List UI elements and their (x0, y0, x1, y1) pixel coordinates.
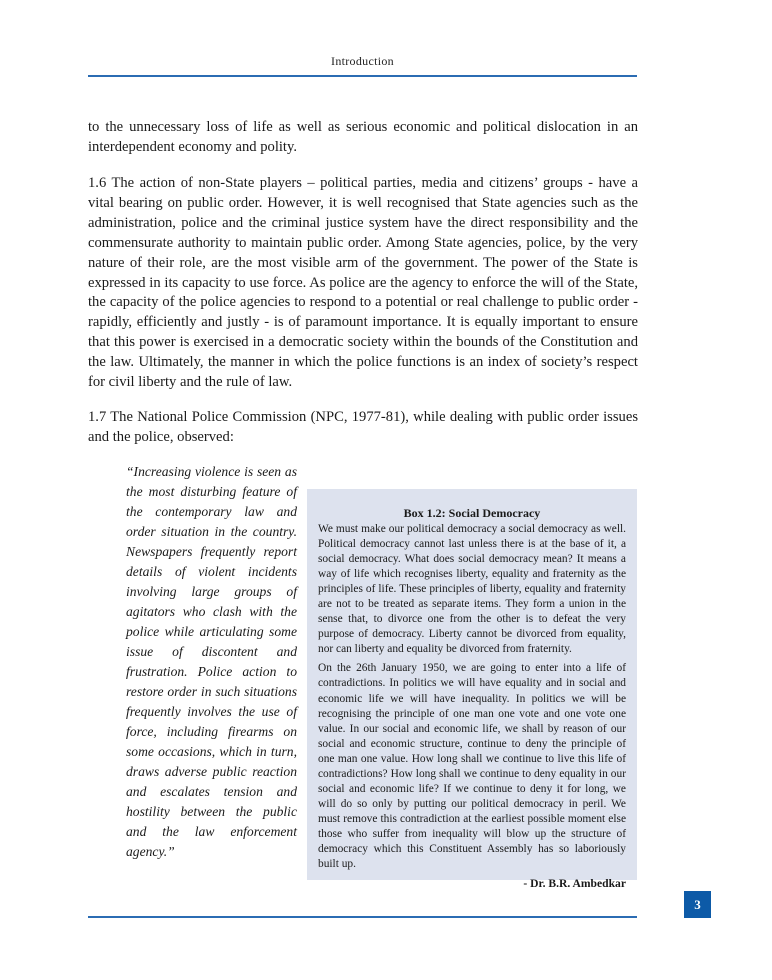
body-paragraph-1-7: 1.7 The National Police Commission (NPC, 1977-81), while dealing with public order issues and the police, observed: (88, 409, 638, 445)
body-paragraph-continued: to the unnecessary loss of life as well as serious economic and political dislocation in an interdependent economy and polity. (88, 119, 638, 155)
npc-quote: “Increasing violence is seen as the most disturbing feature of the contemporary law and order situation in the country. Newspapers frequently report details of violent incidents involving large groups of agitators who clash with the police while articulating some issue of discontent and frustration. Police action to restore order in such situations frequently involves the use of force, including firearms on some occasions, which in turn, draws adverse public reaction and escalates tension and hostility between the public and the law enforcement agency.” (126, 464, 297, 859)
body-paragraph-1-6: 1.6 The action of non-State players – political parties, media and citizens’ groups - have a vital bearing on public order. However, it is well recognised that State agencies such as the administration, police and the criminal justice system have the direct responsibility and the commensurate authority to maintain public order. Among State agencies, police, by the very nature of their role, are the most visible arm of the government. The power of the State is expressed in its capacity to use force. As police are the agency to enforce the will of the State, the capacity of the police agencies to respond to a potential or real challenge to public order - rapidly, efficiently and justly - is of paramount importance. It is equally important to ensure that this power is exercised in a democratic society within the bounds of the Constitution and the law. Ultimately, the manner in which the police functions is an index of society’s respect for civil liberty and the rule of law. (88, 175, 638, 391)
box-attribution: - Dr. B.R. Ambedkar (523, 877, 626, 891)
running-head: Introduction (331, 54, 394, 68)
box-social-democracy (307, 489, 637, 891)
header-rule (88, 75, 637, 77)
box-title: Box 1.2: Social Democracy (403, 506, 541, 520)
box-paragraph: On the 26th January 1950, we are going to enter into a life of contradictions. In politics we will have equality and in social and economic life we will have inequality. In politics we will be recognising the principle of one man one vote and one vote one value. In our social and economic life, we shall by reason of our social and economic structure, continue to deny the principle of one man one value. How long shall we continue to live this life of contradictions? How long shall we continue to deny equality in our social and economic life? If we continue to deny it for long, we will do so only by putting our political democracy in peril. We must remove this contradiction at the earliest possible moment else those who suffer from inequality will blow up the structure of democracy which this Constituent Assembly has so laboriously built up. (318, 662, 626, 871)
box-paragraph: We must make our political democracy a social democracy as well. Political democracy cannot last unless there is at the base of it, a social democracy. What does social democracy mean? It means a way of life which recognises liberty, equality and fraternity as the principles of life. These principles of liberty, equality and fraternity are not to be treated as separate items. They form a union in the sense that, to divorce one from the other is to defeat the very purpose of democracy. Liberty cannot be divorced from equality, nor can liberty and equality be divorced from fraternity. (318, 523, 626, 656)
footer-rule (88, 916, 637, 918)
page-number: 3 (684, 891, 711, 918)
